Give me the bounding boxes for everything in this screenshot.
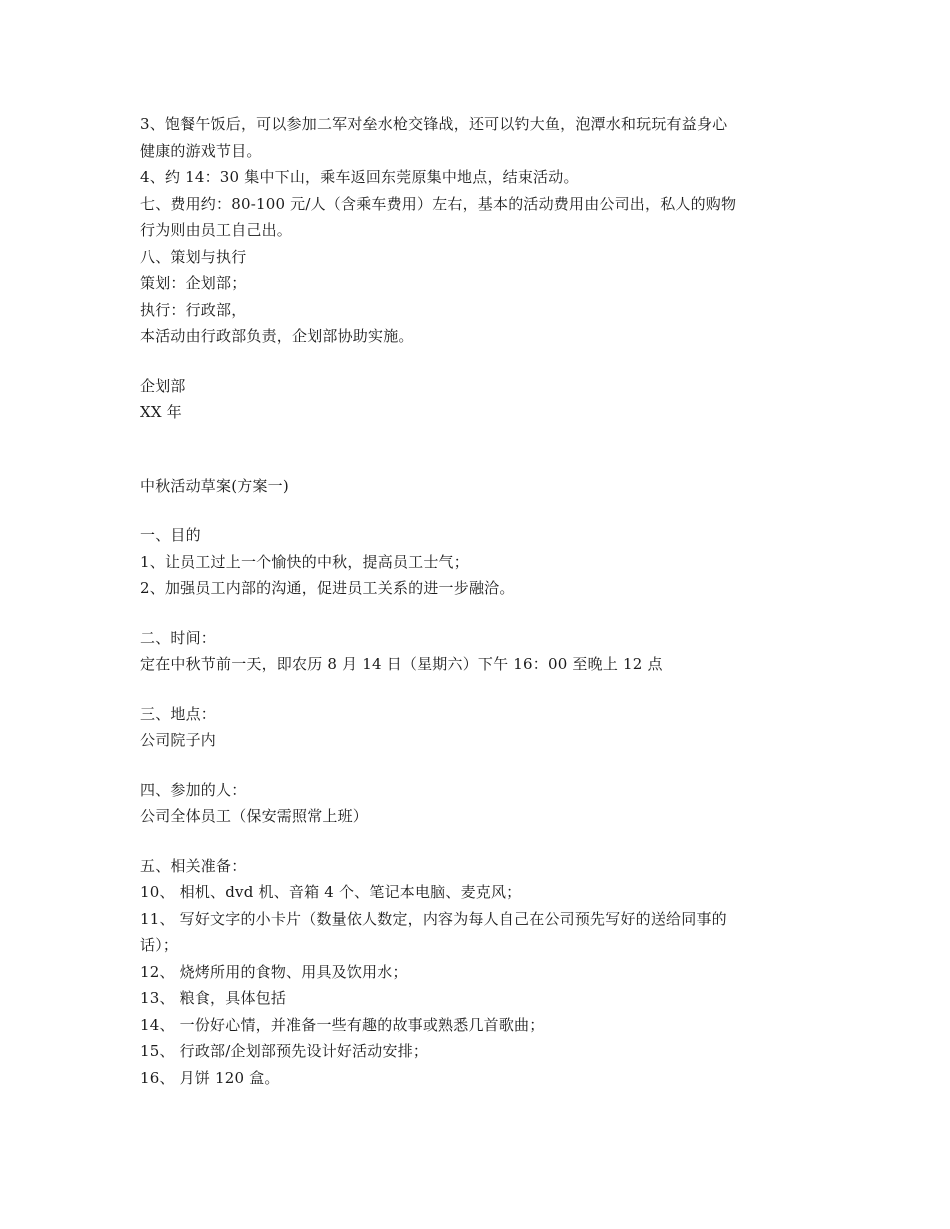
section-heading: 五、相关准备： xyxy=(140,856,247,875)
list-item: 2、加强员工内部的沟通，促进员工关系的进一步融洽。 xyxy=(140,579,515,597)
section-heading: 四、参加的人： xyxy=(140,780,247,799)
list-item: 话）； xyxy=(140,936,179,954)
section-heading: 八、策划与执行 xyxy=(140,247,247,266)
list-item: 14、 一份好心情，并准备一些有趣的故事或熟悉几首歌曲； xyxy=(140,1015,545,1034)
list-item: 11、 写好文字的小卡片（数量依人数定，内容为每人自己在公司预先写好的送给同事的 xyxy=(140,909,727,928)
list-item: 15、 行政部/企划部预先设计好活动安排； xyxy=(140,1042,429,1060)
section-heading: 三、地点： xyxy=(140,704,217,723)
paragraph-line: 执行：行政部， xyxy=(140,300,247,319)
spacer xyxy=(140,499,820,522)
paragraph-line: 七、费用约：80-100 元/人（含乘车费用）左右，基本的活动费用由公司出，私人的购物 xyxy=(140,194,737,213)
list-item: 16、 月饼 120 盒。 xyxy=(140,1068,280,1087)
paragraph-line: 公司全体员工（保安需照常上班） xyxy=(140,807,369,825)
spacer xyxy=(140,678,820,701)
paragraph-line: 健康的游戏节目。 xyxy=(140,141,262,160)
spacer xyxy=(140,350,820,373)
list-item: 1、让员工过上一个愉快的中秋，提高员工士气； xyxy=(140,552,469,571)
paragraph-line: 3、饱餐午饭后，可以参加二军对垒水枪交锋战，还可以钓大鱼，泡潭水和玩玩有益身心 xyxy=(140,115,728,133)
signature-department: 企划部 xyxy=(140,376,186,395)
spacer xyxy=(140,754,820,777)
section-heading: 一、目的 xyxy=(140,526,201,544)
paragraph-line: 策划：企划部； xyxy=(140,274,247,292)
section-heading: 二、时间： xyxy=(140,628,217,647)
signature-year: XX 年 xyxy=(140,403,182,421)
list-item: 13、 粮食，具体包括 xyxy=(140,989,287,1007)
paragraph-line: 本活动由行政部负责，企划部协助实施。 xyxy=(140,327,414,345)
spacer xyxy=(140,426,820,473)
list-item: 10、 相机、dvd 机、音箱 4 个、笔记本电脑、麦克风； xyxy=(140,883,522,901)
list-item: 12、 烧烤所用的食物、用具及饮用水； xyxy=(140,962,408,981)
spacer xyxy=(140,602,820,625)
paragraph-line: 公司院子内 xyxy=(140,731,217,749)
spacer xyxy=(140,830,820,853)
paragraph-line: 4、约 14：30 集中下山，乘车返回东莞原集中地点，结束活动。 xyxy=(140,168,579,186)
paragraph-line: 行为则由员工自己出。 xyxy=(140,221,293,239)
plan-title: 中秋活动草案(方案一) xyxy=(140,476,289,495)
document-body xyxy=(140,111,820,1091)
paragraph-line: 定在中秋节前一天，即农历 8 月 14 日（星期六）下午 16：00 至晚上 12 点 xyxy=(140,655,663,673)
